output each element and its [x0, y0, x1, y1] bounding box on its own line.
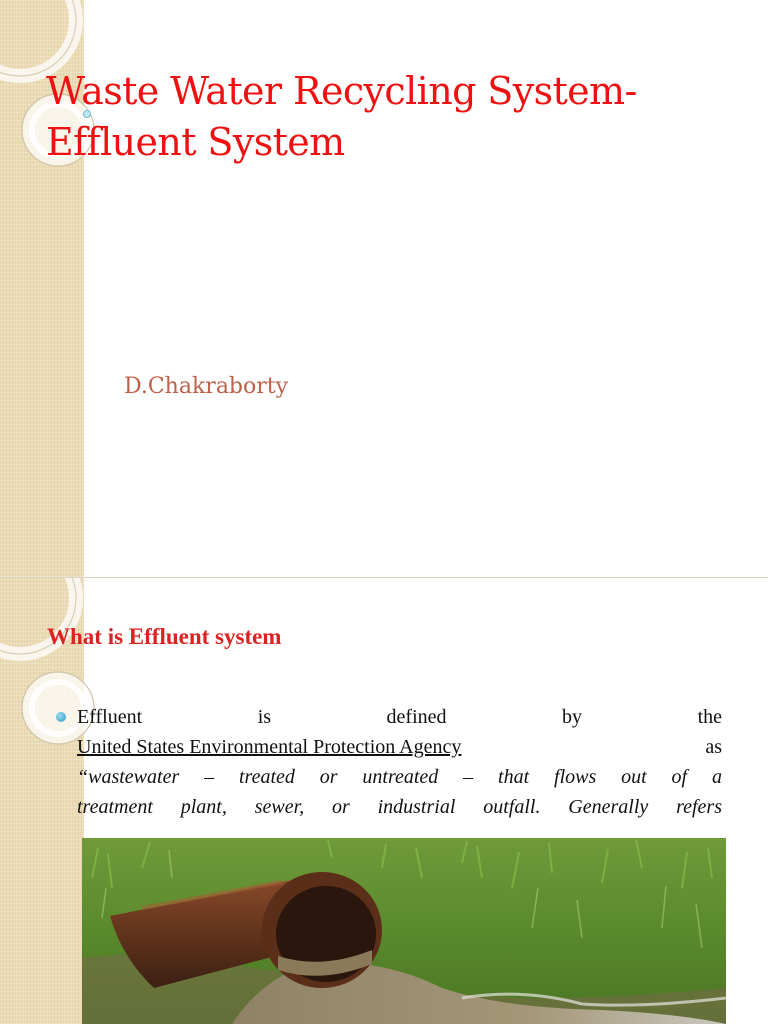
- word: the: [697, 706, 722, 728]
- word: by: [562, 706, 583, 728]
- word: defined: [386, 706, 447, 728]
- paragraph-line-2: [77, 732, 722, 762]
- pipe-outfall-illustration: [82, 838, 726, 1024]
- paragraph-line-4: treatment plant, sewer, or industrial outfall. Generally refers: [77, 796, 722, 818]
- slide-title-text: Waste Water Recycling System- Effluent System: [46, 69, 637, 164]
- slide-title: [46, 66, 746, 168]
- drainage-pipe-photo: [82, 838, 726, 1024]
- bullet-icon: [56, 712, 66, 722]
- word: Effluent: [77, 706, 143, 728]
- paragraph-line-3: “wastewater – treated or untreated – that flows out of a: [77, 766, 722, 788]
- author-name: D.Chakraborty: [124, 374, 289, 399]
- word: is: [257, 706, 272, 728]
- word: as: [705, 736, 722, 758]
- agency-link[interactable]: United States Environmental Protection Agency: [77, 736, 462, 758]
- effluent-definition-paragraph: [77, 702, 722, 822]
- slide-heading: What is Effluent system: [47, 624, 282, 649]
- paragraph-line-1: [77, 702, 722, 732]
